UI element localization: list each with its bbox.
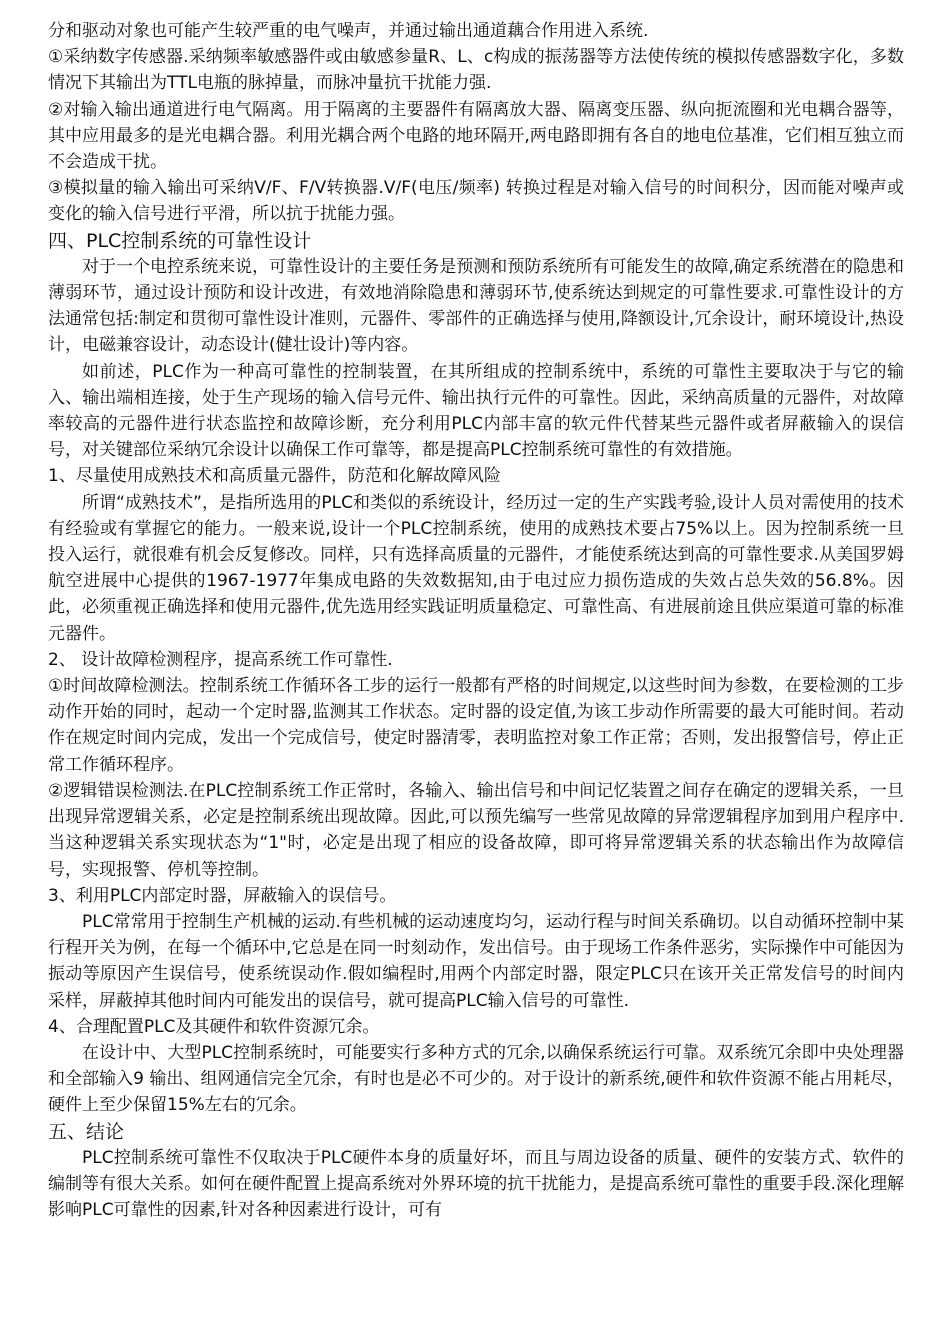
section-heading: 五、结论 [48,1120,125,1143]
paragraph: ①时间故障检测法。控制系统工作循环各工步的运行一般都有严格的时间规定,以这些时间为参数，在要检测的工步动作开始的同时，起动一个定时器,监测其工作状态。定时器的设定值,为该工步动作所需要的最大可能时间。若动作在规定时间内完成，发出一个完成信号，使定时器清零，表明监控对象工作正常；否则，发出报警信号，停止正常工作循环程序。 [48,676,904,775]
paragraph: 分和驱动对象也可能产生较严重的电气噪声，并通过输出通道藕合作用进入系统. [48,21,649,41]
paragraph: 对于一个电控系统来说，可靠性设计的主要任务是预测和预防系统所有可能发生的故障,确定系统潜在的隐患和薄弱环节，通过设计预防和设计改进，有效地消除隐患和薄弱环节,使系统达到规定的可靠性要求.可靠性设计的方法通常包括:制定和贯彻可靠性设计准则，元器件、零部件的正确选择与使用,降额设计,冗余设计，耐环境设计,热设计，电磁兼容设计，动态设计(健壮设计)等内容。 [48,256,904,356]
paragraph: 所谓“成熟技术”，是指所选用的PLC和类似的系统设计，经历过一定的生产实践考验,设计人员对需使用的技术有经验或有掌握它的能力。一般来说,设计一个PLC控制系统，使用的成熟技术要占75%以上。因为控制系统一旦投入运行，就很难有机会反复修改。同样，只有选择高质量的元器件，才能使系统达到高的可靠性要求.从美国罗姆航空进展中心提供的1967-1977年集成电路的失效数据知,由于电过应力损伤造成的失效占总失效的56.8%。因此，必须重视正确选择和使用元器件,优先选用经实践证明质量稳定、可靠性高、有进展前途且供应渠道可靠的标准元器件。 [48,492,904,644]
paragraph: PLC控制系统可靠性不仅取决于PLC硬件本身的质量好坏，而且与周边设备的质量、硬件的安装方式、软件的编制等有很大关系。如何在硬件配置上提高系统对外界环境的抗干扰能力，是提高系统可靠性的重要手段.深化理解影响PLC可靠性的因素,针对各种因素进行设计，可有 [48,1147,904,1221]
paragraph: ②逻辑错误检测法.在PLC控制系统工作正常时，各输入、输出信号和中间记忆装置之间存在确定的逻辑关系，一旦出现异常逻辑关系，必定是控制系统出现故障。因此,可以预先编写一些常见故障的异常逻辑程序加到用户程序中.当这种逻辑关系实现状态为“1"时，必定是出现了相应的设备故障，即可将异常逻辑关系的状态输出作为故障信号，实现报警、停机等控制。 [48,780,904,880]
paragraph: 如前述，PLC作为一种高可靠性的控制装置，在其所组成的控制系统中，系统的可靠性主要取决于与它的输入、输出端相连接，处于生产现场的输入信号元件、输出执行元件的可靠性。因此，采纳高质量的元器件，对故障率较高的元器件进行状态监控和故障诊断，充分利用PLC内部丰富的软元件代替某些元器件或者屏蔽输入的误信号，对关键部位采纳冗余设计以确保工作可靠等，都是提高PLC控制系统可靠性的有效措施。 [48,361,904,461]
paragraph: ③模拟量的输入输出可采纳V/F、F/V转换器.V/F(电压/频率) 转换过程是对输入信号的时间积分，因而能对噪声或变化的输入信号进行平滑，所以抗于扰能力强。 [48,178,904,225]
paragraph: ①采纳数字传感器.采纳频率敏感器件或由敏感参量R、L、c构成的振荡器等方法使传统的模拟传感器数字化，多数情况下其输出为TTL电瓶的脉掉量，而脉冲量抗干扰能力强. [48,47,904,94]
paragraph: ②对输入输出通道进行电气隔离。用于隔离的主要器件有隔离放大器、隔离变压器、纵向扼流圈和光电耦合器等，其中应用最多的是光电耦合器。利用光耦合两个电路的地环隔开,两电路即拥有各自的地电位基准，它们相互独立而不会造成干扰。 [48,99,904,173]
section-heading: 四、PLC控制系统的可靠性设计 [48,229,312,252]
paragraph: PLC常常用于控制生产机械的运动.有些机械的运动速度均匀，运动行程与时间关系确切。以自动循环控制中某行程开关为例，在每一个循环中,它总是在同一时刻动作，发出信号。由于现场工作条件恶劣，实际操作中可能因为振动等原因产生误信号，使系统误动作.假如编程时,用两个内部定时器，限定PLC只在该开关正常发信号的时间内采样，屏蔽掉其他时间内可能发出的误信号，就可提高PLC输入信号的可靠性. [48,911,904,1011]
subheading: 1、尽量使用成熟技术和高质量元器件，防范和化解故障风险 [48,466,501,487]
subheading: 2、 设计故障检测程序，提高系统工作可靠性. [48,649,393,670]
paragraph: 在设计中、大型PLC控制系统时，可能要实行多种方式的冗余,以确保系统运行可靠。双系统冗余即中央处理器和全部输入9 输出、组网通信完全冗余，有时也是必不可少的。对于设计的新系统,硬件和软件资源不能占用耗尽，硬件上至少保留15%左右的冗余。 [48,1042,904,1116]
subheading: 4、合理配置PLC及其硬件和软件资源冗余。 [48,1016,380,1037]
subheading: 3、利用PLC内部定时器，屏蔽输入的误信号。 [48,885,397,906]
